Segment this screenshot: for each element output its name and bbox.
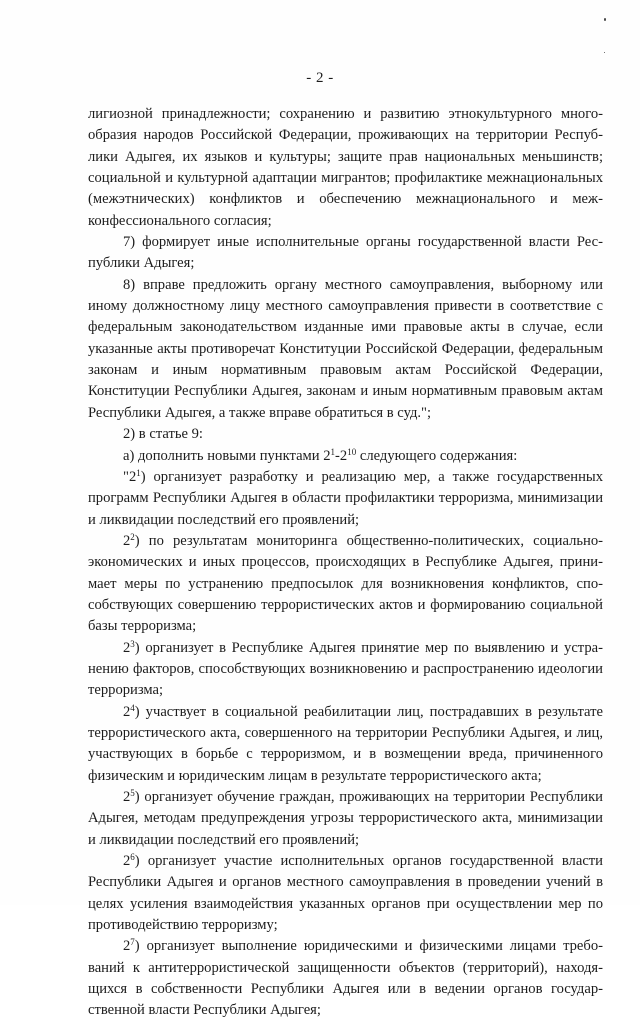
paragraph-point-2-3 [88,638,603,702]
paragraph-text: ) организует выполнение юридическими и физическими лицами требований к антитеррористической защищенности объектов (территорий), находящихся в собственности Республики Адыгея или в ведении органов государственной власти Республики Адыгея; [88,938,603,1019]
page-number: - 2 - [306,70,334,86]
superscript-index: 1 [330,446,336,457]
paragraph-text: ) организует разработку и реализацию мер, а также государственных программ Республики Адыгея в области профилактики терроризма, минимизации и ликвидации последствий его проявлений; [88,468,603,528]
superscript-index: 5 [130,788,135,798]
scan-speck-mark [604,18,606,21]
paragraph-text: 2 [123,532,131,549]
paragraph-text: 2 [123,639,131,656]
paragraph-text: ) участвует в социальной реабилитации лиц, пострадавших в результате террористического акта, совершенного на территории Республики Адыгея, и лиц, участвующих в борьбе с терроризмом, и в возмещении вреда, причиненного физическим и юридическим лицам в результате террористического акта; [88,703,603,784]
document-body [88,104,603,1022]
paragraph-text: следующего содержания: [356,447,518,464]
paragraph-point-2-2 [88,531,603,638]
paragraph-subitem-a [88,446,603,467]
paragraph-text: 2) в статье 9: [123,426,203,443]
scan-speck-mark [604,52,605,53]
paragraph-text: 7) формирует иные исполнительные органы государственной власти Республики Адыгея; [88,234,603,272]
paragraph-text: 2 [123,853,131,870]
paragraph-text: -2 [335,447,348,464]
superscript-index: 10 [347,446,357,457]
paragraph-text: 2 [123,789,131,805]
paragraph-continuation [88,104,603,232]
paragraph-article-9 [88,424,603,445]
paragraph-text: ) организует участие исполнительных органов государственной власти Республики Адыгея и органов местного самоуправления в проведении учений в целях усиления взаимодействия указанных органов при осуществлении мер по противодействию терроризму; [88,853,603,934]
paragraph-text: "2 [123,468,137,485]
superscript-index: 2 [130,531,135,542]
paragraph-text: ) организует в Республике Адыгея принятие мер по выявлению и устранению факторов, способствующих возникновению и распространению идеологии терроризма; [88,639,603,699]
paragraph-text: ) по результатам мониторинга общественно-политических, социально-экономических и иных процессов, происходящих в Республике Адыгея, принимает меры по устранению предпосылок для возникновения конфликтов, способствующих совершению террористических актов и формированию социальной базы терроризма; [88,532,603,635]
paragraph-point-2-4 [88,702,603,787]
superscript-index: 7 [130,937,135,948]
paragraph-text: лигиозной принадлежности; сохранению и развитию этнокультурного многообразия народов Российской Федерации, проживающих на территории Республики Адыгея, их языков и культуры; защите прав национальных меньшинств; социальной и культурной адаптации мигрантов; профилактике межнациональных (межэтнических) конфликтов и обеспечению межнационального и межконфессионального согласия; [88,106,603,229]
paragraph-point-2-1 [88,467,603,531]
paragraph-text: 8) вправе предложить органу местного самоуправления, выборному или иному должностному лицу местного самоуправления привести в соответствие с федеральным законодательством изданные ими правовые акты в случае, если указанные акты противоречат Конституции Российской Федерации, федеральным законам и иным нормативным правовым актам Российской Федерации, Конституции Республики Адыгея, законам и иным нормативным правовым актам Республики Адыгея, а также вправе обратиться в суд."; [88,276,603,421]
paragraph-text: ) организует обучение граждан, проживающих на территории Республики Адыгея, методам предупреждения угрозы террористического акта, минимизации и ликвидации последствий его проявлений; [88,789,603,848]
paragraph-point-2-7 [88,936,603,1021]
superscript-index: 3 [130,638,135,649]
paragraph-text: а) дополнить новыми пунктами 2 [123,447,331,464]
paragraph-point-2-5 [88,787,603,851]
superscript-index: 1 [136,467,141,478]
paragraph-text: 2 [123,703,131,720]
superscript-index: 4 [130,702,135,713]
paragraph-point-2-6 [88,851,603,936]
superscript-index: 6 [130,852,135,863]
paragraph-text: 2 [123,938,131,955]
paragraph-item-7 [88,232,603,275]
paragraph-item-8 [88,275,603,424]
